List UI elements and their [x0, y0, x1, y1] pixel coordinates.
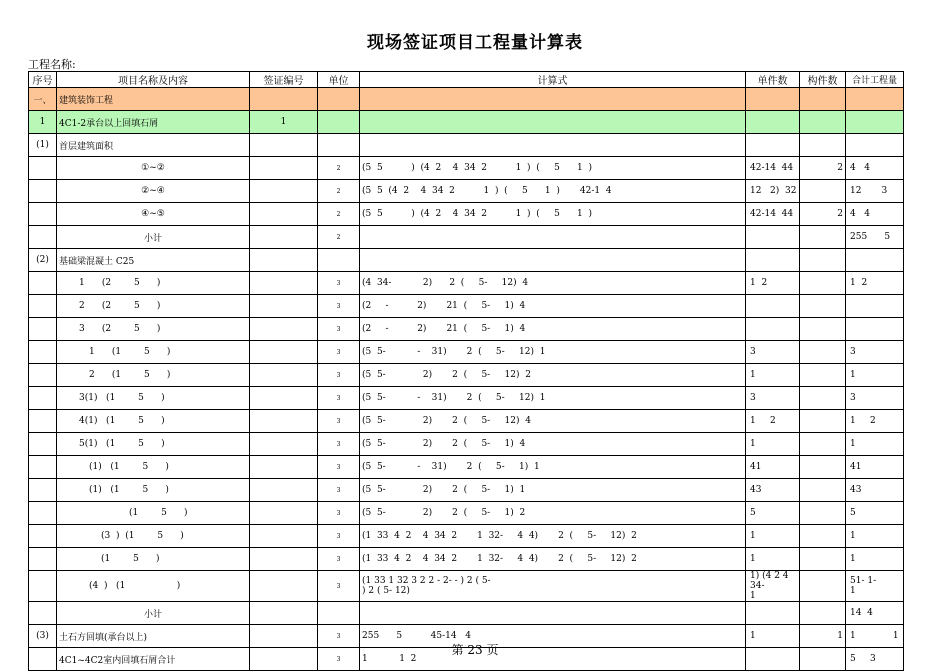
component-count-cell: 1	[800, 625, 846, 648]
item-name-cell: (1) (1 5 )	[57, 456, 250, 479]
seq-cell	[29, 203, 57, 226]
unit-count-cell: 3	[746, 387, 800, 410]
visa-no-cell	[250, 387, 318, 410]
unit-cell: 3	[318, 625, 360, 648]
item-name-cell: 1 (1 5 )	[57, 341, 250, 364]
formula-cell	[360, 88, 746, 111]
calculation-table	[28, 71, 904, 671]
page-title: 现场签证项目工程量计算表	[367, 33, 583, 53]
component-count-cell	[800, 134, 846, 157]
visa-no-cell	[250, 433, 318, 456]
item-name-cell: 4C1~4C2室内回填石屑合计	[57, 648, 250, 671]
item-name-cell: 2 (1 5 )	[57, 364, 250, 387]
visa-no-cell	[250, 318, 318, 341]
unit-cell: 3	[318, 341, 360, 364]
unit-cell: 2	[318, 226, 360, 249]
formula-cell	[360, 602, 746, 625]
component-count-cell	[800, 456, 846, 479]
item-name-cell: 小计	[57, 602, 250, 625]
table-row	[29, 318, 904, 341]
seq-cell: 1	[29, 111, 57, 134]
item-name-cell: (4 ) (1 )	[57, 571, 250, 602]
unit-cell	[318, 88, 360, 111]
item-name-cell: 1 (2 5 )	[57, 272, 250, 295]
seq-cell	[29, 525, 57, 548]
seq-cell	[29, 272, 57, 295]
unit-cell: 3	[318, 571, 360, 602]
total-cell: 43	[846, 479, 904, 502]
seq-cell	[29, 341, 57, 364]
seq-cell: (2)	[29, 249, 57, 272]
seq-cell	[29, 157, 57, 180]
unit-count-cell: 12 2) 32	[746, 180, 800, 203]
unit-count-cell: 43	[746, 479, 800, 502]
table-row	[29, 502, 904, 525]
item-name-cell: ②~④	[57, 180, 250, 203]
component-count-cell	[800, 111, 846, 134]
unit-count-cell	[746, 318, 800, 341]
unit-cell: 3	[318, 525, 360, 548]
visa-no-cell	[250, 88, 318, 111]
formula-cell: (5 5- 2) 2 ( 5- 12) 4	[360, 410, 746, 433]
formula-cell: (5 5 (4 2 4 34 2 1 ) ( 5 1 ) 42-1 4	[360, 180, 746, 203]
table-row	[29, 203, 904, 226]
formula-cell: (5 5- 2) 2 ( 5- 12) 2	[360, 364, 746, 387]
item-name-cell: 基础梁混凝土 C25	[57, 249, 250, 272]
formula-cell: (5 5 ) (4 2 4 34 2 1 ) ( 5 1 )	[360, 157, 746, 180]
seq-cell	[29, 226, 57, 249]
header-cell: 签证编号	[250, 72, 318, 88]
visa-no-cell	[250, 479, 318, 502]
component-count-cell	[800, 318, 846, 341]
formula-cell: (5 5- 2) 2 ( 5- 1) 1	[360, 479, 746, 502]
table-row	[29, 157, 904, 180]
formula-cell: (4 34- 2) 2 ( 5- 12) 4	[360, 272, 746, 295]
component-count-cell	[800, 602, 846, 625]
header-cell: 合计工程量	[846, 72, 904, 88]
table-row	[29, 525, 904, 548]
item-name-cell: ④~⑤	[57, 203, 250, 226]
page-footer: 第 23 页	[451, 643, 499, 657]
table-header-row	[29, 72, 904, 88]
item-name-cell: 首层建筑面积	[57, 134, 250, 157]
visa-no-cell	[250, 157, 318, 180]
unit-cell: 2	[318, 203, 360, 226]
unit-count-cell: 3	[746, 341, 800, 364]
visa-no-cell	[250, 226, 318, 249]
formula-cell	[360, 111, 746, 134]
seq-cell	[29, 364, 57, 387]
unit-cell: 3	[318, 548, 360, 571]
unit-count-cell: 5	[746, 502, 800, 525]
unit-count-cell: 1	[746, 525, 800, 548]
total-cell: 1 1	[846, 625, 904, 648]
table-row	[29, 295, 904, 318]
table-row	[29, 226, 904, 249]
total-cell	[846, 111, 904, 134]
unit-count-cell: 42-14 44	[746, 157, 800, 180]
item-name-cell: 5(1) (1 5 )	[57, 433, 250, 456]
seq-cell: (1)	[29, 134, 57, 157]
unit-count-cell: 1) (4 2 4 34- 1	[746, 571, 800, 602]
visa-no-cell	[250, 602, 318, 625]
formula-cell: (5 5 ) (4 2 4 34 2 1 ) ( 5 1 )	[360, 203, 746, 226]
component-count-cell	[800, 387, 846, 410]
visa-no-cell	[250, 525, 318, 548]
component-count-cell	[800, 548, 846, 571]
seq-cell	[29, 387, 57, 410]
seq-cell	[29, 571, 57, 602]
table-row	[29, 249, 904, 272]
table-row	[29, 433, 904, 456]
visa-no-cell	[250, 364, 318, 387]
formula-cell: (5 5- - 31) 2 ( 5- 12) 1	[360, 341, 746, 364]
item-name-cell: 4(1) (1 5 )	[57, 410, 250, 433]
unit-cell: 3	[318, 456, 360, 479]
formula-cell: (1 33 4 2 4 34 2 1 32- 4 4) 2 ( 5- 12) 2	[360, 525, 746, 548]
total-cell: 1 2	[846, 272, 904, 295]
total-cell: 3	[846, 341, 904, 364]
visa-no-cell	[250, 272, 318, 295]
category-row	[29, 88, 904, 111]
unit-count-cell	[746, 295, 800, 318]
component-count-cell	[800, 433, 846, 456]
unit-count-cell: 1	[746, 625, 800, 648]
visa-no-cell	[250, 571, 318, 602]
total-cell	[846, 88, 904, 111]
visa-no-cell	[250, 295, 318, 318]
visa-no-cell	[250, 341, 318, 364]
total-cell: 14 4	[846, 602, 904, 625]
total-cell: 1 2	[846, 410, 904, 433]
total-cell: 12 3	[846, 180, 904, 203]
formula-cell	[360, 226, 746, 249]
table-row	[29, 571, 904, 602]
formula-cell: 255 5 45-14 4	[360, 625, 746, 648]
item-name-cell: 建筑装饰工程	[57, 88, 250, 111]
unit-cell: 3	[318, 364, 360, 387]
total-cell: 4 4	[846, 203, 904, 226]
component-count-cell	[800, 571, 846, 602]
item-name-cell: (1) (1 5 )	[57, 479, 250, 502]
total-cell: 3	[846, 387, 904, 410]
header-cell: 项目名称及内容	[57, 72, 250, 88]
component-count-cell: 2	[800, 157, 846, 180]
component-count-cell	[800, 295, 846, 318]
unit-count-cell	[746, 134, 800, 157]
item-name-cell: ①~②	[57, 157, 250, 180]
table-row	[29, 456, 904, 479]
formula-cell	[360, 249, 746, 272]
component-count-cell	[800, 249, 846, 272]
formula-cell: (1 33 4 2 4 34 2 1 32- 4 4) 2 ( 5- 12) 2	[360, 548, 746, 571]
visa-no-cell	[250, 502, 318, 525]
total-cell: 1	[846, 364, 904, 387]
table-row	[29, 387, 904, 410]
seq-cell	[29, 180, 57, 203]
formula-cell: (5 5- - 31) 2 ( 5- 1) 1	[360, 456, 746, 479]
header-cell: 单件数	[746, 72, 800, 88]
formula-cell: (5 5- - 31) 2 ( 5- 12) 1	[360, 387, 746, 410]
component-count-cell	[800, 410, 846, 433]
item-name-cell: 2 (2 5 )	[57, 295, 250, 318]
unit-cell: 3	[318, 272, 360, 295]
component-count-cell	[800, 525, 846, 548]
unit-count-cell	[746, 249, 800, 272]
component-count-cell	[800, 272, 846, 295]
table-row	[29, 134, 904, 157]
table-row	[29, 364, 904, 387]
formula-cell	[360, 134, 746, 157]
unit-count-cell	[746, 88, 800, 111]
unit-cell: 3	[318, 433, 360, 456]
header-cell: 单位	[318, 72, 360, 88]
seq-cell	[29, 433, 57, 456]
item-name-cell: (3 ) (1 5 )	[57, 525, 250, 548]
formula-cell: (5 5- 2) 2 ( 5- 1) 2	[360, 502, 746, 525]
unit-count-cell: 1 2	[746, 272, 800, 295]
table-row	[29, 272, 904, 295]
seq-cell	[29, 548, 57, 571]
total-cell	[846, 318, 904, 341]
formula-cell: 1 1 2	[360, 648, 746, 671]
unit-cell: 3	[318, 502, 360, 525]
formula-cell: (5 5- 2) 2 ( 5- 1) 4	[360, 433, 746, 456]
total-cell: 255 5	[846, 226, 904, 249]
item-row	[29, 111, 904, 134]
formula-cell: (2 - 2) 21 ( 5- 1) 4	[360, 295, 746, 318]
unit-cell: 3	[318, 295, 360, 318]
seq-cell: 一、	[29, 88, 57, 111]
unit-count-cell	[746, 602, 800, 625]
visa-no-cell	[250, 249, 318, 272]
visa-no-cell	[250, 134, 318, 157]
item-name-cell: 3(1) (1 5 )	[57, 387, 250, 410]
unit-cell: 3	[318, 479, 360, 502]
project-name-label: 工程名称:	[28, 58, 76, 71]
unit-count-cell	[746, 226, 800, 249]
item-name-cell: 小计	[57, 226, 250, 249]
total-cell	[846, 134, 904, 157]
item-name-cell: 3 (2 5 )	[57, 318, 250, 341]
total-cell	[846, 249, 904, 272]
seq-cell	[29, 479, 57, 502]
total-cell: 41	[846, 456, 904, 479]
header-cell: 计算式	[360, 72, 746, 88]
seq-cell: (3)	[29, 625, 57, 648]
unit-count-cell: 1	[746, 548, 800, 571]
visa-no-cell	[250, 203, 318, 226]
component-count-cell	[800, 479, 846, 502]
total-cell: 51- 1- 1	[846, 571, 904, 602]
seq-cell	[29, 456, 57, 479]
table-row	[29, 180, 904, 203]
total-cell: 1	[846, 525, 904, 548]
unit-count-cell: 1	[746, 433, 800, 456]
visa-no-cell	[250, 456, 318, 479]
unit-cell: 3	[318, 648, 360, 671]
component-count-cell	[800, 502, 846, 525]
total-cell: 1	[846, 548, 904, 571]
visa-no-cell	[250, 180, 318, 203]
total-cell: 5	[846, 502, 904, 525]
visa-no-cell	[250, 548, 318, 571]
table-row	[29, 410, 904, 433]
component-count-cell	[800, 341, 846, 364]
unit-cell: 3	[318, 387, 360, 410]
item-name-cell: (1 5 )	[57, 548, 250, 571]
visa-no-cell	[250, 410, 318, 433]
unit-count-cell: 42-14 44	[746, 203, 800, 226]
unit-cell: 2	[318, 180, 360, 203]
seq-cell	[29, 295, 57, 318]
component-count-cell	[800, 226, 846, 249]
formula-cell: (2 - 2) 21 ( 5- 1) 4	[360, 318, 746, 341]
unit-count-cell: 1	[746, 364, 800, 387]
unit-count-cell: 1 2	[746, 410, 800, 433]
total-cell	[846, 295, 904, 318]
component-count-cell: 2	[800, 203, 846, 226]
component-count-cell	[800, 88, 846, 111]
unit-count-cell: 41	[746, 456, 800, 479]
header-cell: 序号	[29, 72, 57, 88]
table-row	[29, 479, 904, 502]
total-cell: 5 3	[846, 648, 904, 671]
unit-cell: 3	[318, 318, 360, 341]
total-cell: 1	[846, 433, 904, 456]
component-count-cell	[800, 364, 846, 387]
header-cell: 构件数	[800, 72, 846, 88]
unit-cell	[318, 249, 360, 272]
unit-cell: 2	[318, 157, 360, 180]
component-count-cell	[800, 180, 846, 203]
item-name-cell: 4C1-2承台以上回填石屑	[57, 111, 250, 134]
table-row	[29, 341, 904, 364]
item-name-cell: (1 5 )	[57, 502, 250, 525]
unit-cell: 3	[318, 410, 360, 433]
table-row	[29, 548, 904, 571]
seq-cell	[29, 602, 57, 625]
visa-no-cell: 1	[250, 111, 318, 134]
seq-cell	[29, 410, 57, 433]
seq-cell	[29, 502, 57, 525]
unit-cell	[318, 602, 360, 625]
formula-cell: (1 33 1 32 3 2 2 - 2- - ) 2 ( 5- ) 2 ( 5- 12)	[360, 571, 746, 602]
item-name-cell: 土石方回填(承台以上)	[57, 625, 250, 648]
unit-cell	[318, 111, 360, 134]
unit-cell	[318, 134, 360, 157]
seq-cell	[29, 318, 57, 341]
unit-count-cell	[746, 111, 800, 134]
total-cell: 4 4	[846, 157, 904, 180]
table-row	[29, 602, 904, 625]
